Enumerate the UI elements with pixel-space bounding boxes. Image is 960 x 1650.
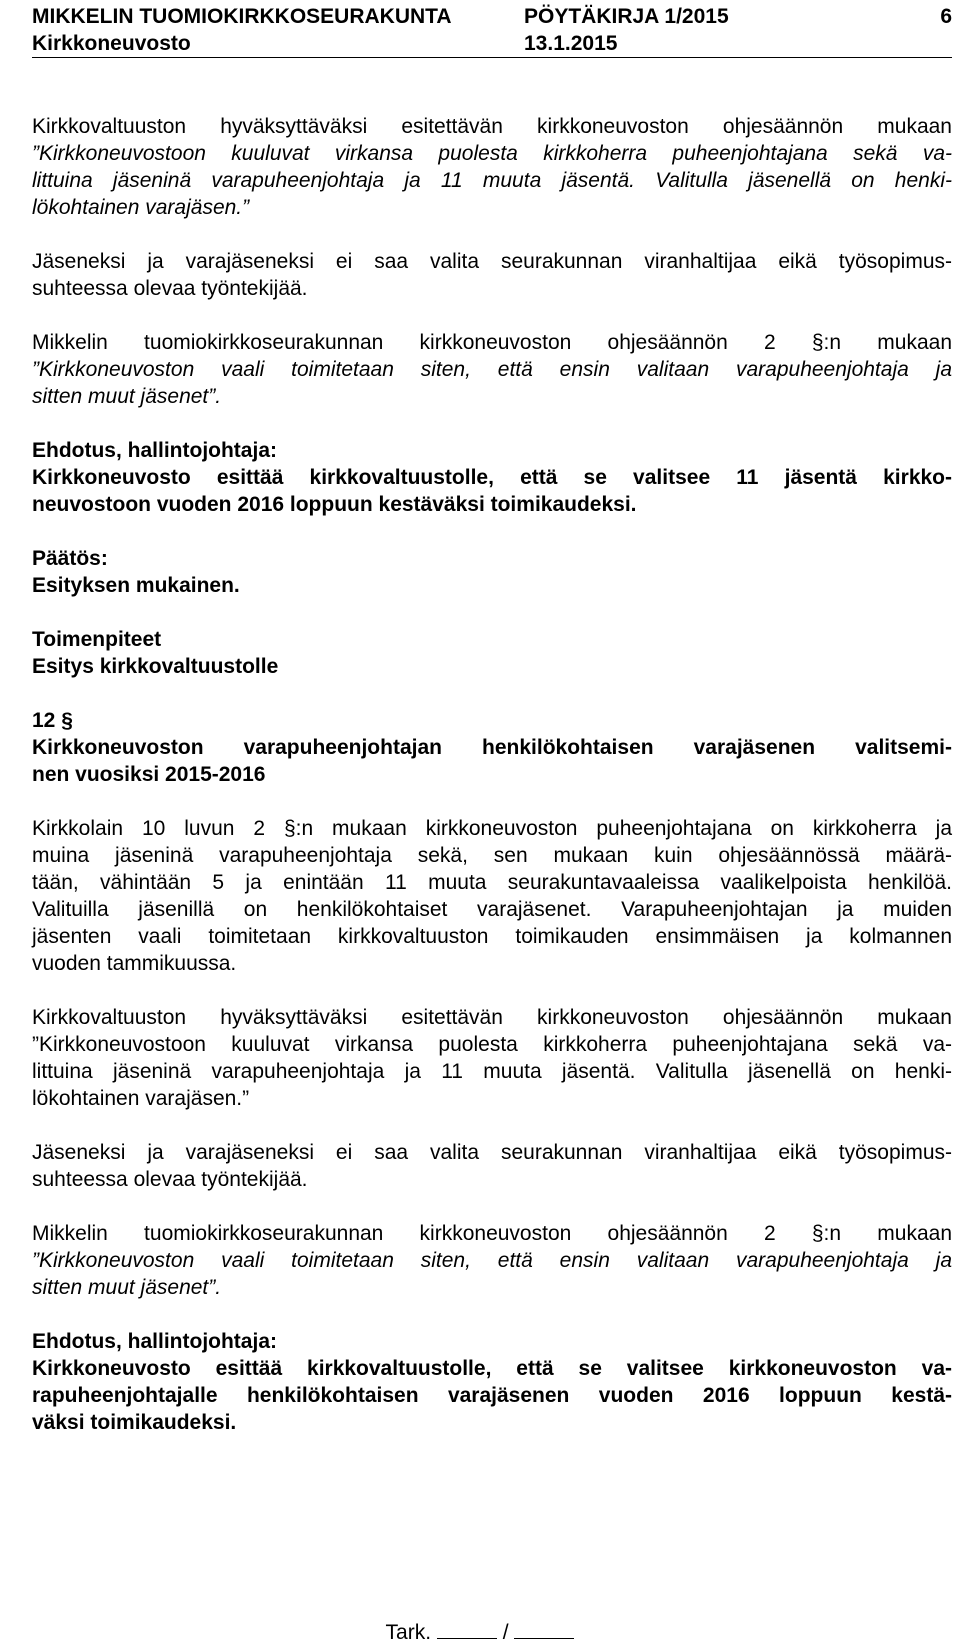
proposal-label: Ehdotus, hallintojohtaja: bbox=[32, 439, 277, 462]
text-line: tään, vähintään 5 ja enintään 11 muuta seurakuntavaaleissa vaalikelpoista henkilöä. bbox=[32, 871, 952, 894]
separator: / bbox=[502, 1621, 509, 1644]
text-line: rapuheenjohtajalle henkilökohtaisen varajäsenen vuoden 2016 loppuun kestä- bbox=[32, 1384, 952, 1407]
text-line: Kirkkovaltuuston hyväksyttäväksi esitettävän kirkkoneuvoston ohjesäännön mukaan bbox=[32, 1006, 952, 1029]
paragraph-regulation-quote bbox=[32, 113, 952, 221]
decision-label: Päätös: bbox=[32, 547, 108, 570]
text-line: jäsenten vaali toimitetaan kirkkovaltuuston toimikauden ensimmäisen ja kolmannen bbox=[32, 925, 952, 948]
organization-name: MIKKELIN TUOMIOKIRKKOSEURAKUNTA bbox=[32, 5, 452, 28]
text-line: Jäseneksi ja varajäseneksi ei saa valita seurakunnan viranhaltijaa eikä työsopimus- bbox=[32, 1141, 952, 1164]
text-line: ”Kirkkoneuvoston vaali toimitetaan siten, että ensin valitaan varapuheenjohtaja ja bbox=[32, 1249, 952, 1272]
meeting-date: 13.1.2015 bbox=[524, 32, 618, 55]
body-name: Kirkkoneuvosto bbox=[32, 32, 191, 55]
decision-block bbox=[32, 545, 952, 599]
text-line: Mikkelin tuomiokirkkoseurakunnan kirkkoneuvoston ohjesäännön 2 §:n mukaan bbox=[32, 1222, 952, 1245]
proposal-block bbox=[32, 1328, 952, 1436]
text-line: Valituilla jäsenillä on henkilökohtaiset varajäsenet. Varapuheenjohtajan ja muiden bbox=[32, 898, 952, 921]
document-title: PÖYTÄKIRJA 1/2015 bbox=[524, 5, 729, 28]
text-line: Kirkkovaltuuston hyväksyttäväksi esitettävän kirkkoneuvoston ohjesäännön mukaan bbox=[32, 115, 952, 138]
document-body bbox=[32, 113, 952, 1436]
proposal-block bbox=[32, 437, 952, 518]
text-line: littuina jäseninä varapuheenjohtaja ja 11 muuta jäsentä. Valitulla jäsenellä on henki- bbox=[32, 169, 952, 192]
paragraph-election-order bbox=[32, 329, 952, 410]
page-number: 6 bbox=[940, 5, 952, 28]
text-line: väksi toimikaudeksi. bbox=[32, 1411, 237, 1434]
text-line: littuina jäseninä varapuheenjohtaja ja 11 muuta jäsentä. Valitulla jäsenellä on henki- bbox=[32, 1060, 952, 1083]
header-rule bbox=[32, 57, 952, 58]
initials-blank bbox=[437, 1620, 497, 1639]
text-line: muina jäseninä varapuheenjohtaja sekä, sen mukaan kuin ohjesäännössä määrä- bbox=[32, 844, 952, 867]
text-line: ”Kirkkoneuvostoon kuuluvat virkansa puolesta kirkkoherra puheenjohtajana sekä va- bbox=[32, 1033, 952, 1056]
text-line: Kirkkoneuvosto esittää kirkkovaltuustolle, että se valitsee kirkkoneuvoston va- bbox=[32, 1357, 952, 1380]
initials-blank bbox=[514, 1620, 574, 1639]
paragraph-eligibility bbox=[32, 248, 952, 302]
text-line: sitten muut jäsenet”. bbox=[32, 1276, 222, 1299]
text-line: ”Kirkkoneuvoston vaali toimitetaan siten, että ensin valitaan varapuheenjohtaja ja bbox=[32, 358, 952, 381]
actions-label: Toimenpiteet bbox=[32, 628, 162, 651]
section-title: nen vuosiksi 2015-2016 bbox=[32, 763, 266, 786]
text-line: lökohtainen varajäsen.” bbox=[32, 196, 250, 219]
paragraph-election-order bbox=[32, 1220, 952, 1301]
decision-text: Esityksen mukainen. bbox=[32, 574, 240, 597]
paragraph-eligibility bbox=[32, 1139, 952, 1193]
text-line: suhteessa olevaa työntekijää. bbox=[32, 1168, 308, 1191]
actions-text: Esitys kirkkovaltuustolle bbox=[32, 655, 279, 678]
proposal-label: Ehdotus, hallintojohtaja: bbox=[32, 1330, 277, 1353]
text-line: ”Kirkkoneuvostoon kuuluvat virkansa puolesta kirkkoherra puheenjohtajana sekä va- bbox=[32, 142, 952, 165]
paragraph-regulation-quote bbox=[32, 1004, 952, 1112]
text-line: Jäseneksi ja varajäseneksi ei saa valita seurakunnan viranhaltijaa eikä työsopimus- bbox=[32, 250, 952, 273]
section-heading bbox=[32, 707, 952, 788]
paragraph-church-law bbox=[32, 815, 952, 977]
page-footer bbox=[0, 1620, 960, 1645]
section-number: 12 § bbox=[32, 709, 73, 732]
text-line: Kirkkoneuvosto esittää kirkkovaltuustolle, että se valitsee 11 jäsentä kirkko- bbox=[32, 466, 952, 489]
section-title: Kirkkoneuvoston varapuheenjohtajan henkilökohtaisen varajäsenen valitsemi- bbox=[32, 736, 952, 759]
check-label: Tark. bbox=[385, 1621, 432, 1644]
text-line: sitten muut jäsenet”. bbox=[32, 385, 222, 408]
text-line: lökohtainen varajäsen.” bbox=[32, 1087, 250, 1110]
text-line: neuvostoon vuoden 2016 loppuun kestäväksi toimikaudeksi. bbox=[32, 493, 637, 516]
text-line: Kirkkolain 10 luvun 2 §:n mukaan kirkkoneuvoston puheenjohtajana on kirkkoherra ja bbox=[32, 817, 952, 840]
text-line: Mikkelin tuomiokirkkoseurakunnan kirkkoneuvoston ohjesäännön 2 §:n mukaan bbox=[32, 331, 952, 354]
actions-block bbox=[32, 626, 952, 680]
page-header bbox=[32, 4, 952, 74]
text-line: vuoden tammikuussa. bbox=[32, 952, 237, 975]
text-line: suhteessa olevaa työntekijää. bbox=[32, 277, 308, 300]
